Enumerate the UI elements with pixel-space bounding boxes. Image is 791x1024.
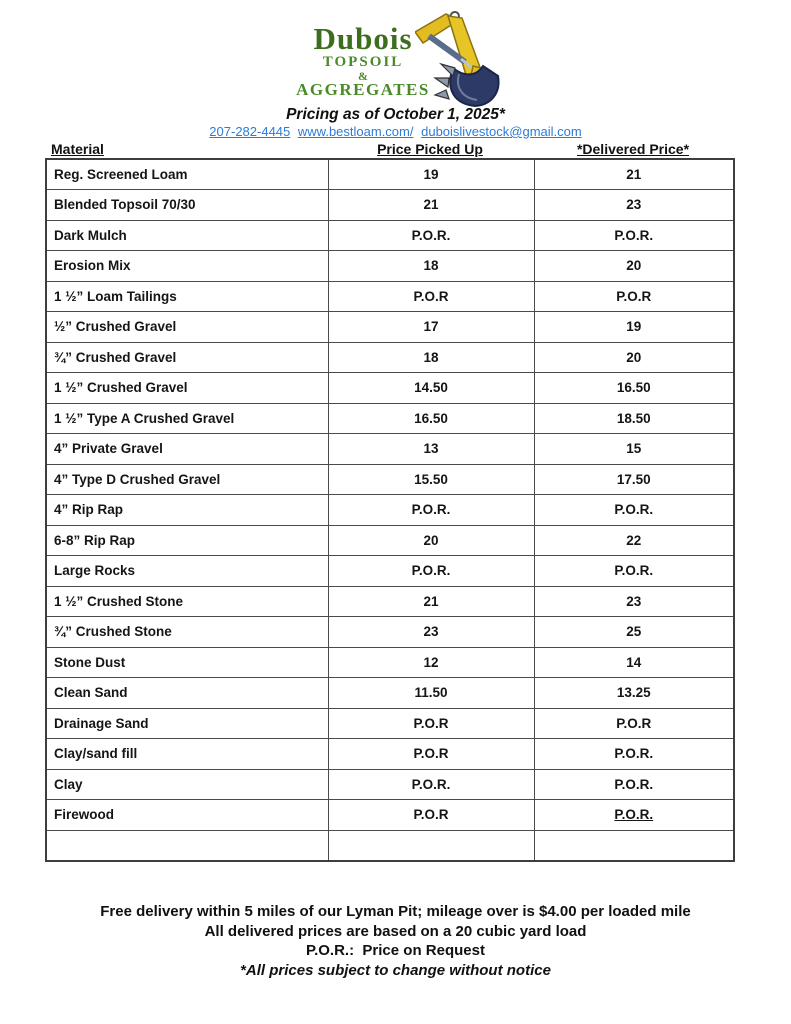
material-cell: Blended Topsoil 70/30 [46,190,328,221]
delivered-cell: P.O.R. [534,739,734,770]
delivered-cell: P.O.R. [534,769,734,800]
excavator-icon [415,8,503,110]
table-row [46,403,734,434]
table-row [46,525,734,556]
table-row [46,373,734,404]
delivered-cell: 17.50 [534,464,734,495]
table-row [46,281,734,312]
delivered-cell: P.O.R. [534,220,734,251]
logo-company-name: Dubois [313,21,413,56]
table-row [46,556,734,587]
material-cell: Stone Dust [46,647,328,678]
column-header-picked-up: Price Picked Up [377,141,483,157]
picked-up-cell: 21 [328,586,534,617]
picked-up-cell: P.O.R. [328,495,534,526]
website-link[interactable]: www.bestloam.com/ [297,124,414,139]
table-row [46,464,734,495]
delivered-cell: 23 [534,586,734,617]
table-row [46,739,734,770]
material-cell: 1 ½” Loam Tailings [46,281,328,312]
material-cell: Firewood [46,800,328,831]
delivered-cell: P.O.R. [534,495,734,526]
footer-load-note: All delivered prices are based on a 20 cubic yard load [204,922,587,940]
material-cell: Erosion Mix [46,251,328,282]
picked-up-cell: 12 [328,647,534,678]
delivered-cell: 14 [534,647,734,678]
footer-notes [0,902,791,980]
delivered-cell: 25 [534,617,734,648]
delivered-cell: 21 [534,159,734,190]
footer-disclaimer: *All prices subject to change without notice [240,961,551,979]
table-row [46,678,734,709]
delivered-cell: 15 [534,434,734,465]
email-link[interactable]: duboislivestock@gmail.com [421,124,582,139]
contact-line [0,124,791,139]
picked-up-cell: 23 [328,617,534,648]
material-cell: 1 ½” Crushed Gravel [46,373,328,404]
material-cell: Reg. Screened Loam [46,159,328,190]
delivered-cell: P.O.R. [534,556,734,587]
picked-up-cell: P.O.R. [328,220,534,251]
footer-por-note: P.O.R.: Price on Request [306,942,485,959]
picked-up-cell: P.O.R. [328,769,534,800]
picked-up-cell: P.O.R [328,739,534,770]
delivered-cell: 22 [534,525,734,556]
table-row [46,830,734,861]
material-cell: Drainage Sand [46,708,328,739]
picked-up-cell: 17 [328,312,534,343]
table-row [46,617,734,648]
material-cell: Clay [46,769,328,800]
material-cell: Dark Mulch [46,220,328,251]
logo-aggregates-label: AGGREGATES [296,80,430,99]
material-cell: 4” Private Gravel [46,434,328,465]
picked-up-cell: 11.50 [328,678,534,709]
picked-up-cell: 19 [328,159,534,190]
table-row [46,800,734,831]
picked-up-cell: 13 [328,434,534,465]
price-table-body [46,159,734,861]
delivered-cell: P.O.R [534,708,734,739]
picked-up-cell: 21 [328,190,534,221]
delivered-cell: 18.50 [534,403,734,434]
delivered-cell: P.O.R [534,281,734,312]
delivered-cell: 13.25 [534,678,734,709]
table-row [46,312,734,343]
table-row [46,434,734,465]
picked-up-cell: 18 [328,251,534,282]
table-row [46,769,734,800]
material-cell: Large Rocks [46,556,328,587]
table-row [46,159,734,190]
table-row [46,586,734,617]
price-table [45,158,735,862]
table-row [46,495,734,526]
logo-ampersand: & [358,69,368,83]
column-header-delivered: *Delivered Price* [576,141,690,157]
material-cell: ¾” Crushed Stone [46,617,328,648]
logo-topsoil-label: TOPSOIL [322,54,404,70]
material-cell: 6-8” Rip Rap [46,525,328,556]
pricing-date-title: Pricing as of October 1, 2025* [286,106,505,123]
delivered-cell: 16.50 [534,373,734,404]
table-row [46,190,734,221]
material-cell: ¾” Crushed Gravel [46,342,328,373]
delivered-cell: P.O.R. [534,800,734,831]
picked-up-cell: P.O.R [328,800,534,831]
delivered-cell: 20 [534,342,734,373]
picked-up-cell: 16.50 [328,403,534,434]
picked-up-cell: 20 [328,525,534,556]
delivered-cell: 20 [534,251,734,282]
picked-up-cell: P.O.R. [328,556,534,587]
picked-up-cell: P.O.R [328,708,534,739]
table-header-row [45,141,733,159]
picked-up-cell: P.O.R [328,281,534,312]
material-cell: 1 ½” Type A Crushed Gravel [46,403,328,434]
material-cell: 1 ½” Crushed Stone [46,586,328,617]
picked-up-cell: 14.50 [328,373,534,404]
picked-up-cell: 18 [328,342,534,373]
material-cell: Clean Sand [46,678,328,709]
material-cell: 4” Type D Crushed Gravel [46,464,328,495]
logo-text [293,12,433,98]
footer-delivery-note: Free delivery within 5 miles of our Lyman Pit; mileage over is $4.00 per loaded mile [100,903,691,920]
material-cell: Clay/sand fill [46,739,328,770]
table-row [46,220,734,251]
table-row [46,251,734,282]
picked-up-cell: 15.50 [328,464,534,495]
material-cell: ½” Crushed Gravel [46,312,328,343]
table-row [46,342,734,373]
material-cell: 4” Rip Rap [46,495,328,526]
delivered-cell [534,830,734,861]
column-header-material: Material [51,141,104,157]
table-row [46,647,734,678]
delivered-cell: 19 [534,312,734,343]
material-cell [46,830,328,861]
picked-up-cell [328,830,534,861]
delivered-cell: 23 [534,190,734,221]
phone-link[interactable]: 207-282-4445 [209,124,291,139]
table-row [46,708,734,739]
company-logo [293,12,503,108]
